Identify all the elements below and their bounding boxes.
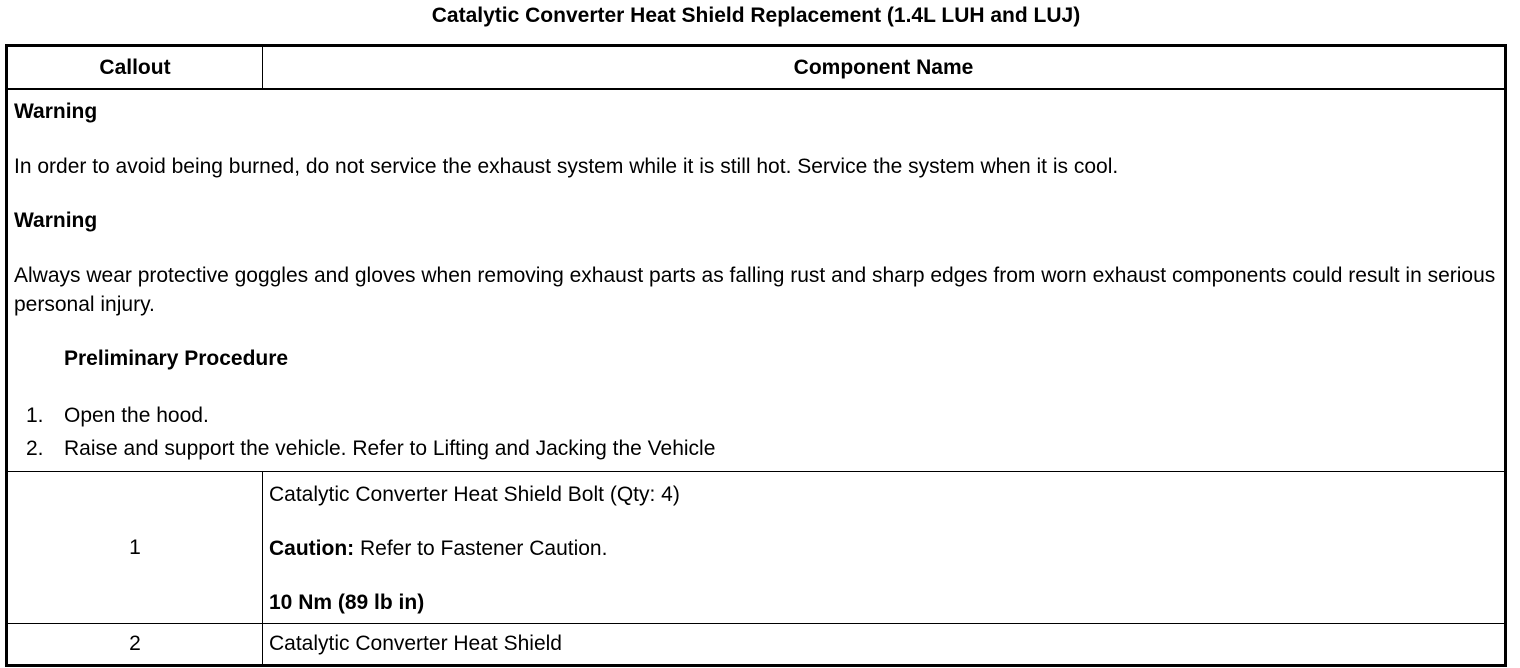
preliminary-row	[7, 89, 1506, 472]
procedure-step	[14, 399, 1504, 432]
caution-text: Refer to Fastener Caution.	[354, 537, 608, 560]
step-number: 1.	[26, 404, 44, 427]
table-row	[7, 624, 1506, 666]
callout-number: 2	[7, 624, 263, 666]
table-row	[7, 472, 1506, 624]
component-name: Catalytic Converter Heat Shield Bolt (Qty: 4)	[269, 483, 680, 506]
preliminary-procedure-heading: Preliminary Procedure	[64, 347, 289, 370]
preliminary-cell	[7, 89, 1506, 472]
callout-column-header: Callout	[7, 46, 263, 90]
procedure-step	[14, 432, 1504, 465]
callout-number: 1	[7, 472, 263, 624]
table-header-row	[7, 46, 1506, 90]
procedure-table	[5, 44, 1507, 667]
component-name: Catalytic Converter Heat Shield	[269, 632, 562, 655]
warning-text: In order to avoid being burned, do not service the exhaust system while it is still hot. Service the system when it is cool.	[14, 155, 1119, 178]
step-text: Open the hood.	[64, 404, 209, 427]
step-text: Raise and support the vehicle. Refer to Lifting and Jacking the Vehicle	[64, 437, 716, 460]
document-title: Catalytic Converter Heat Shield Replacement (1.4L LUH and LUJ)	[431, 4, 1081, 27]
component-cell	[263, 624, 1506, 666]
procedure-steps	[14, 399, 1504, 465]
caution-label: Caution:	[269, 537, 355, 560]
warning-heading: Warning	[14, 209, 98, 232]
step-number: 2.	[26, 437, 44, 460]
component-cell	[263, 472, 1506, 624]
warning-heading: Warning	[14, 100, 98, 123]
component-column-header: Component Name	[263, 46, 1506, 90]
caution-note	[269, 535, 1498, 563]
warning-text: Always wear protective goggles and gloves when removing exhaust parts as falling rust and sharp edges from worn exhaust components could result in serious personal injury.	[14, 264, 1496, 316]
torque-spec: 10 Nm (89 lb in)	[269, 591, 425, 614]
